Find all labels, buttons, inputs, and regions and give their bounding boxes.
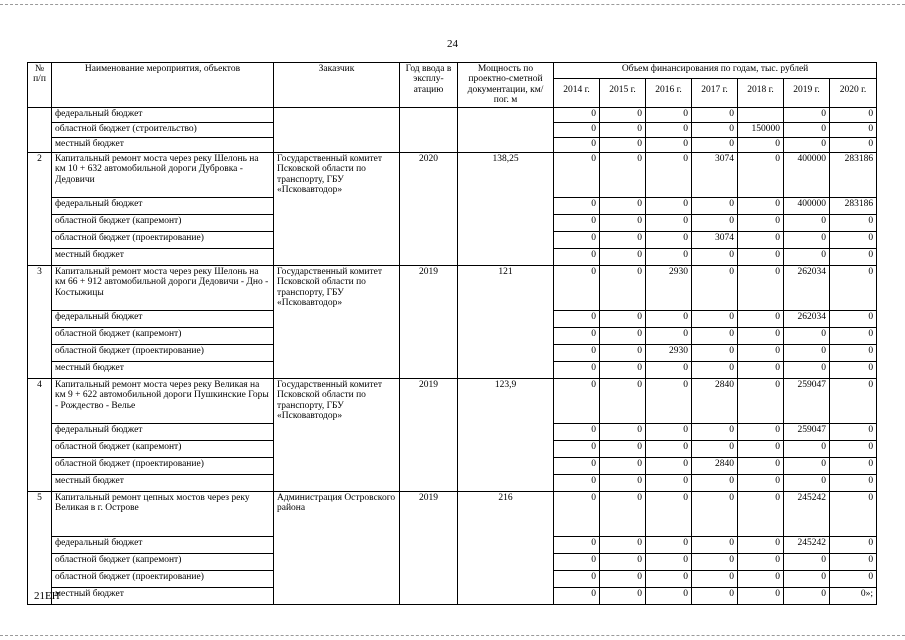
- value-cell: 0: [692, 423, 738, 440]
- value-cell: 0: [554, 344, 600, 361]
- value-cell: 0: [646, 570, 692, 587]
- value-cell: 0: [600, 344, 646, 361]
- value-cell: [738, 107, 784, 122]
- value-cell: 0: [646, 327, 692, 344]
- table-header: [28, 63, 877, 108]
- value-cell: 0: [830, 231, 877, 248]
- value-cell: 0: [554, 423, 600, 440]
- value-cell: 0: [738, 378, 784, 423]
- header-year-2015: 2015 г.: [600, 79, 646, 107]
- value-cell: 0: [738, 361, 784, 378]
- value-cell: 0: [830, 491, 877, 536]
- budget-name: федеральный бюджет: [52, 197, 274, 214]
- value-cell: 0: [600, 231, 646, 248]
- value-cell: 0: [830, 137, 877, 152]
- value-cell: 0: [600, 107, 646, 122]
- value-cell: 0: [830, 440, 877, 457]
- value-cell: 0: [646, 107, 692, 122]
- value-cell: 0: [784, 457, 830, 474]
- budget-name: местный бюджет: [52, 474, 274, 491]
- value-cell: 259047: [784, 378, 830, 423]
- funding-table: [27, 62, 877, 605]
- value-cell: 0: [830, 214, 877, 231]
- customer-cell: Государственный комитет Псковской области по транспорту, ГБУ «Псковавтодор»: [274, 152, 400, 265]
- value-cell: 0: [646, 214, 692, 231]
- row-number: 3: [28, 265, 52, 378]
- value-cell: 0: [554, 122, 600, 137]
- value-cell: 0: [738, 440, 784, 457]
- object-name: Капитальный ремонт моста через реку Шелонь на км 10 + 632 автомобильной дороги Дубровка - Дедовичи: [52, 152, 274, 197]
- value-cell: 0: [692, 248, 738, 265]
- value-cell: 0: [738, 474, 784, 491]
- budget-name: областной бюджет (строительство): [52, 122, 274, 137]
- value-cell: 0: [692, 570, 738, 587]
- header-name: Наименование мероприятия, объектов: [52, 63, 274, 108]
- value-cell: 0: [554, 214, 600, 231]
- budget-name: федеральный бюджет: [52, 107, 274, 122]
- value-cell: 0: [784, 553, 830, 570]
- value-cell: 0: [646, 378, 692, 423]
- budget-name: федеральный бюджет: [52, 536, 274, 553]
- value-cell: 0: [738, 197, 784, 214]
- value-cell: 0: [554, 152, 600, 197]
- budget-name: областной бюджет (проектирование): [52, 570, 274, 587]
- value-cell: 0: [784, 137, 830, 152]
- value-cell: 3074: [692, 152, 738, 197]
- value-cell: 0: [692, 553, 738, 570]
- value-cell: 0: [554, 197, 600, 214]
- value-cell: 0: [692, 310, 738, 327]
- value-cell: 0: [784, 231, 830, 248]
- value-cell: 0: [554, 248, 600, 265]
- table-body: [28, 107, 877, 604]
- object-row: [28, 152, 877, 197]
- header-year-2017: 2017 г.: [692, 79, 738, 107]
- value-cell: 0: [784, 361, 830, 378]
- capacity-cell: 123,9: [458, 378, 554, 491]
- value-cell: 0: [600, 137, 646, 152]
- value-cell: 0: [646, 457, 692, 474]
- value-cell: 0: [646, 491, 692, 536]
- value-cell: 245242: [784, 536, 830, 553]
- value-cell: 0: [692, 137, 738, 152]
- value-cell: 2930: [646, 265, 692, 310]
- value-cell: 0: [830, 122, 877, 137]
- value-cell: 0: [738, 327, 784, 344]
- value-cell: 0: [830, 378, 877, 423]
- value-cell: 0: [554, 553, 600, 570]
- value-cell: 0: [692, 536, 738, 553]
- value-cell: 0: [830, 423, 877, 440]
- row-number: 5: [28, 491, 52, 604]
- value-cell: 0: [830, 553, 877, 570]
- value-cell: 0: [554, 570, 600, 587]
- budget-name: федеральный бюджет: [52, 310, 274, 327]
- value-cell: 0: [830, 310, 877, 327]
- value-cell: 0: [738, 265, 784, 310]
- value-cell: 0: [830, 327, 877, 344]
- value-cell: 259047: [784, 423, 830, 440]
- budget-name: областной бюджет (проектирование): [52, 231, 274, 248]
- value-cell: 0: [784, 570, 830, 587]
- value-cell: 0: [600, 214, 646, 231]
- value-cell: 283186: [830, 197, 877, 214]
- value-cell: 0: [692, 214, 738, 231]
- year-cell: [400, 107, 458, 152]
- value-cell: 0: [692, 491, 738, 536]
- value-cell: 0: [784, 474, 830, 491]
- value-cell: 0: [830, 107, 877, 122]
- value-cell: 0: [692, 197, 738, 214]
- value-cell: 0: [784, 122, 830, 137]
- value-cell: 0: [600, 265, 646, 310]
- value-cell: 0: [784, 107, 830, 122]
- value-cell: 0: [692, 440, 738, 457]
- header-year-2018: 2018 г.: [738, 79, 784, 107]
- value-cell: 0: [692, 474, 738, 491]
- value-cell: 0: [600, 457, 646, 474]
- value-cell: 0: [830, 474, 877, 491]
- value-cell: 0: [738, 214, 784, 231]
- value-cell: 2840: [692, 378, 738, 423]
- value-cell: 0: [738, 231, 784, 248]
- value-cell: 0: [692, 122, 738, 137]
- value-cell: 2840: [692, 457, 738, 474]
- table-row: [28, 107, 877, 122]
- budget-name: местный бюджет: [52, 587, 274, 604]
- value-cell: 0: [646, 137, 692, 152]
- value-cell: 0: [646, 536, 692, 553]
- object-row: [28, 265, 877, 310]
- year-cell: 2019: [400, 491, 458, 604]
- value-cell: 0: [646, 231, 692, 248]
- header-year: Год ввода в эксплу-атацию: [400, 63, 458, 108]
- value-cell: 0: [600, 310, 646, 327]
- value-cell: 0: [600, 570, 646, 587]
- customer-cell: Государственный комитет Псковской области по транспорту, ГБУ «Псковавтодор»: [274, 265, 400, 378]
- value-cell: 0: [554, 491, 600, 536]
- value-cell: 0: [738, 553, 784, 570]
- value-cell: 0: [738, 423, 784, 440]
- value-cell: 0: [554, 536, 600, 553]
- value-cell: 0: [738, 491, 784, 536]
- scan-edge-top: [0, 4, 905, 5]
- value-cell: 400000: [784, 152, 830, 197]
- value-cell: 0: [646, 310, 692, 327]
- value-cell: 0: [554, 310, 600, 327]
- budget-name: областной бюджет (капремонт): [52, 553, 274, 570]
- capacity-cell: 216: [458, 491, 554, 604]
- value-cell: 0: [554, 327, 600, 344]
- value-cell: 3074: [692, 231, 738, 248]
- header-capacity: Мощность по проектно-сметной документации, км/пог. м: [458, 63, 554, 108]
- value-cell: 0: [600, 587, 646, 604]
- value-cell: 2930: [646, 344, 692, 361]
- value-cell: 262034: [784, 265, 830, 310]
- budget-name: федеральный бюджет: [52, 423, 274, 440]
- value-cell: 0: [692, 361, 738, 378]
- value-cell: 0: [784, 344, 830, 361]
- customer-cell: Государственный комитет Псковской области по транспорту, ГБУ «Псковавтодор»: [274, 378, 400, 491]
- value-cell: 0: [600, 440, 646, 457]
- value-cell: 0: [738, 570, 784, 587]
- value-cell: 0: [830, 248, 877, 265]
- value-cell: 0: [554, 361, 600, 378]
- value-cell: 0»;: [830, 587, 877, 604]
- header-year-2014: 2014 г.: [554, 79, 600, 107]
- value-cell: 0: [646, 440, 692, 457]
- value-cell: 0: [784, 440, 830, 457]
- value-cell: 0: [600, 423, 646, 440]
- budget-name: областной бюджет (проектирование): [52, 457, 274, 474]
- value-cell: 0: [646, 474, 692, 491]
- budget-name: областной бюджет (капремонт): [52, 327, 274, 344]
- budget-name: местный бюджет: [52, 361, 274, 378]
- value-cell: 262034: [784, 310, 830, 327]
- value-cell: 0: [600, 248, 646, 265]
- header-num: № п/п: [28, 63, 52, 108]
- object-name: Капитальный ремонт цепных мостов через реку Великая в г. Острове: [52, 491, 274, 536]
- year-cell: 2019: [400, 265, 458, 378]
- value-cell: 0: [738, 344, 784, 361]
- value-cell: 0: [784, 214, 830, 231]
- value-cell: 0: [784, 248, 830, 265]
- header-funding: Объем финансирования по годам, тыс. рублей: [554, 63, 877, 79]
- header-year-2019: 2019 г.: [784, 79, 830, 107]
- capacity-cell: [458, 107, 554, 152]
- budget-name: областной бюджет (проектирование): [52, 344, 274, 361]
- value-cell: 245242: [784, 491, 830, 536]
- value-cell: 0: [646, 122, 692, 137]
- value-cell: 0: [554, 378, 600, 423]
- value-cell: 0: [692, 327, 738, 344]
- value-cell: 0: [738, 587, 784, 604]
- customer-cell: [274, 107, 400, 152]
- value-cell: 0: [738, 152, 784, 197]
- value-cell: 400000: [784, 197, 830, 214]
- value-cell: 0: [646, 423, 692, 440]
- value-cell: 0: [600, 361, 646, 378]
- value-cell: 0: [692, 344, 738, 361]
- row-number: 2: [28, 152, 52, 265]
- capacity-cell: 121: [458, 265, 554, 378]
- object-row: [28, 378, 877, 423]
- year-cell: 2019: [400, 378, 458, 491]
- value-cell: 283186: [830, 152, 877, 197]
- footer-code: 21ЕН: [34, 590, 60, 602]
- value-cell: 0: [830, 344, 877, 361]
- budget-name: местный бюджет: [52, 248, 274, 265]
- header-year-2020: 2020 г.: [830, 79, 877, 107]
- value-cell: 0: [554, 231, 600, 248]
- value-cell: 0: [600, 152, 646, 197]
- value-cell: 0: [692, 587, 738, 604]
- capacity-cell: 138,25: [458, 152, 554, 265]
- value-cell: 0: [830, 361, 877, 378]
- header-customer: Заказчик: [274, 63, 400, 108]
- scan-edge-bottom: [0, 635, 905, 636]
- value-cell: 0: [600, 378, 646, 423]
- value-cell: 0: [738, 137, 784, 152]
- value-cell: 0: [600, 536, 646, 553]
- value-cell: 0: [554, 474, 600, 491]
- value-cell: 0: [600, 197, 646, 214]
- value-cell: 0: [554, 265, 600, 310]
- value-cell: 0: [600, 122, 646, 137]
- row-number: 4: [28, 378, 52, 491]
- value-cell: 0: [830, 265, 877, 310]
- value-cell: 0: [554, 587, 600, 604]
- value-cell: 0: [738, 248, 784, 265]
- value-cell: 0: [646, 197, 692, 214]
- object-row: [28, 491, 877, 536]
- value-cell: 0: [784, 327, 830, 344]
- year-cell: 2020: [400, 152, 458, 265]
- budget-name: местный бюджет: [52, 137, 274, 152]
- value-cell: 0: [646, 553, 692, 570]
- value-cell: 0: [646, 248, 692, 265]
- value-cell: 0: [692, 265, 738, 310]
- row-number: [28, 107, 52, 152]
- value-cell: 0: [600, 491, 646, 536]
- object-name: Капитальный ремонт моста через реку Великая на км 9 + 622 автомобильной дороги Пушкинские Горы - Рождество - Велье: [52, 378, 274, 423]
- value-cell: 0: [738, 310, 784, 327]
- object-name: Капитальный ремонт моста через реку Шелонь на км 66 + 912 автомобильной дороги Дедовичи - Дно - Костыжицы: [52, 265, 274, 310]
- value-cell: 0: [600, 553, 646, 570]
- value-cell: 0: [646, 361, 692, 378]
- value-cell: 0: [554, 137, 600, 152]
- value-cell: 0: [738, 457, 784, 474]
- page-number: 24: [447, 38, 458, 50]
- budget-name: областной бюджет (капремонт): [52, 214, 274, 231]
- header-year-2016: 2016 г.: [646, 79, 692, 107]
- budget-name: областной бюджет (капремонт): [52, 440, 274, 457]
- value-cell: 0: [692, 107, 738, 122]
- value-cell: 0: [784, 587, 830, 604]
- value-cell: 0: [646, 587, 692, 604]
- value-cell: 0: [554, 457, 600, 474]
- value-cell: 150000: [738, 122, 784, 137]
- customer-cell: Администрация Островского района: [274, 491, 400, 604]
- value-cell: 0: [830, 536, 877, 553]
- value-cell: 0: [554, 440, 600, 457]
- value-cell: 0: [738, 536, 784, 553]
- value-cell: 0: [600, 327, 646, 344]
- value-cell: 0: [830, 570, 877, 587]
- value-cell: 0: [646, 152, 692, 197]
- value-cell: 0: [600, 474, 646, 491]
- value-cell: 0: [830, 457, 877, 474]
- value-cell: 0: [554, 107, 600, 122]
